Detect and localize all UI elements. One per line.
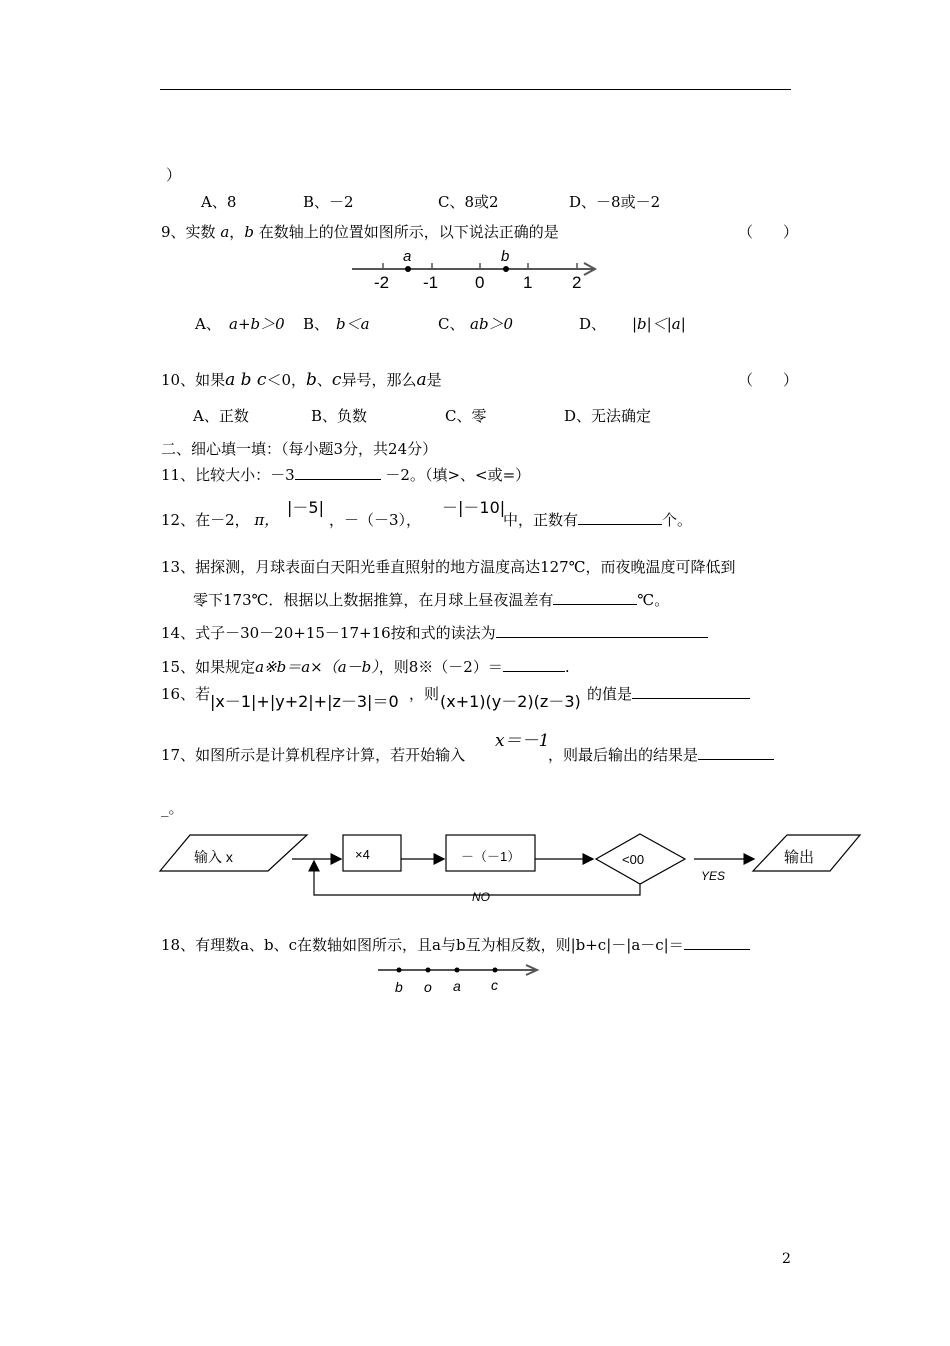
q18-label-b: b bbox=[395, 979, 403, 995]
q16-expression: (x+1)(y－2)(z－3) bbox=[440, 692, 581, 711]
flow-no-label: NO bbox=[472, 890, 490, 904]
q9-tick-label: 2 bbox=[572, 273, 582, 292]
q9-option-a: a+b＞0 bbox=[229, 315, 285, 333]
q16-label: 16、若 bbox=[161, 685, 211, 703]
q17-answer-blank[interactable] bbox=[698, 745, 774, 760]
q12-mid: ，－（－3）， bbox=[329, 511, 422, 529]
q18-answer-blank[interactable] bbox=[684, 935, 750, 950]
section-2-title: 二、细心填一填：（每小题3分，共24分） bbox=[161, 440, 438, 458]
q9-point-b-dot bbox=[503, 266, 509, 272]
q17-flowchart bbox=[150, 824, 870, 910]
q12-tail: 中，正数有 个。 bbox=[503, 511, 693, 529]
flow-multiply-label: ×4 bbox=[355, 847, 370, 862]
q10-option-b: B、负数 bbox=[311, 407, 368, 425]
q9-number-line bbox=[348, 248, 608, 296]
q17-pre: 17、如图所示是计算机程序计算，若开始输入 bbox=[161, 746, 466, 764]
q14: 14、式子－30－20+15－17+16按和式的读法为 bbox=[161, 622, 708, 643]
flow-output-label: 输出 bbox=[784, 849, 815, 866]
q17-post: ，则最后输出的结果是 bbox=[548, 744, 774, 765]
q13-answer-blank[interactable] bbox=[553, 590, 637, 605]
page-number: 2 bbox=[782, 1251, 791, 1267]
q9-stem: 9、实数 a，b 在数轴上的位置如图所示，以下说法正确的是 bbox=[161, 223, 559, 241]
q10-answer-bracket: （ ） bbox=[738, 371, 799, 389]
q18-label-a: a bbox=[453, 978, 461, 994]
q8-option-a: A、8 bbox=[201, 193, 237, 211]
q9-point-a-dot bbox=[405, 266, 411, 272]
q11: 11、比较大小：－3 －2。（填>、<或=） bbox=[161, 466, 531, 484]
q9-tick-label: 1 bbox=[523, 273, 533, 292]
q8-option-c: C、8或2 bbox=[438, 193, 499, 211]
q18-point-b bbox=[397, 968, 402, 973]
flow-input-label: 输入 x bbox=[194, 849, 233, 865]
q10-stem: 10、如果a b c＜0，b、c异号，那么a是 bbox=[161, 370, 442, 390]
flow-condition-label: <00 bbox=[622, 852, 645, 867]
q9-tick-label: -1 bbox=[423, 273, 439, 292]
q9-option-c-letter: C、 bbox=[438, 315, 465, 333]
q9-point-a-label: a bbox=[403, 248, 412, 265]
header-rule bbox=[160, 89, 791, 90]
q9-option-a-letter: A、 bbox=[195, 315, 221, 333]
q12-answer-blank[interactable] bbox=[578, 510, 662, 525]
flow-input-shape bbox=[160, 835, 307, 871]
q12-abs-five: |－5| bbox=[287, 498, 324, 517]
q10-option-d: D、无法确定 bbox=[564, 407, 652, 425]
q11-answer-blank[interactable] bbox=[295, 465, 381, 480]
flow-subtract-label: －（－1） bbox=[461, 849, 521, 864]
q8-option-d: D、－8或－2 bbox=[569, 193, 661, 211]
q14-answer-blank[interactable] bbox=[496, 623, 708, 638]
q16-mid: ，则 bbox=[409, 685, 440, 703]
q10-option-a: A、正数 bbox=[193, 407, 249, 425]
q8-close-paren: ） bbox=[166, 166, 182, 184]
flow-yes-label: YES bbox=[701, 869, 726, 883]
q9-option-b-letter: B、 bbox=[303, 315, 330, 333]
q15: 15、如果规定a※b＝a×（a－b），则8※（－2）＝ . bbox=[161, 658, 570, 676]
q18-label-o: o bbox=[424, 979, 432, 995]
q9-option-b: b＜a bbox=[336, 315, 370, 333]
q10-option-c: C、零 bbox=[445, 407, 487, 425]
q12: 12、在－2， π， bbox=[161, 511, 280, 529]
q15-answer-blank[interactable] bbox=[503, 657, 565, 672]
q9-option-c: ab＞0 bbox=[470, 315, 514, 333]
q18-label-c: c bbox=[491, 977, 498, 993]
q18-point-o bbox=[426, 968, 431, 973]
q9-tick-label: 0 bbox=[475, 273, 485, 292]
q13-line-2: 零下173℃．根据以上数据推算，在月球上昼夜温差有 ℃。 bbox=[193, 591, 670, 609]
q16-tail: 的值是 bbox=[587, 683, 750, 704]
q17-x-value: x＝－1 bbox=[495, 731, 550, 751]
q9-tick-label: -2 bbox=[374, 273, 390, 292]
q18-number-line bbox=[374, 958, 544, 998]
q16-answer-blank[interactable] bbox=[632, 684, 750, 699]
q9-answer-bracket: （ ） bbox=[738, 223, 799, 241]
q9-option-d: |b|＜|a| bbox=[632, 315, 686, 333]
q17-continuation: _。 bbox=[161, 799, 184, 817]
q12-abs-ten: －|－10| bbox=[442, 498, 506, 517]
q18-point-a bbox=[455, 968, 460, 973]
q13-line-1: 13、据探测，月球表面白天阳光垂直照射的地方温度高达127℃，而夜晚温度可降低到 bbox=[161, 558, 736, 576]
q16-equation: |x－1|+|y+2|+|z－3|＝0 bbox=[210, 692, 399, 711]
q8-option-b: B、－2 bbox=[303, 193, 354, 211]
q9-option-d-letter: D、 bbox=[579, 315, 607, 333]
flow-multiply-box bbox=[343, 835, 401, 871]
q9-point-b-label: b bbox=[501, 248, 510, 265]
q18: 18、有理数a、b、c在数轴如图所示，且a与b互为相反数，则|b+c|－|a－c|＝ bbox=[161, 934, 750, 955]
q18-point-c bbox=[493, 968, 498, 973]
